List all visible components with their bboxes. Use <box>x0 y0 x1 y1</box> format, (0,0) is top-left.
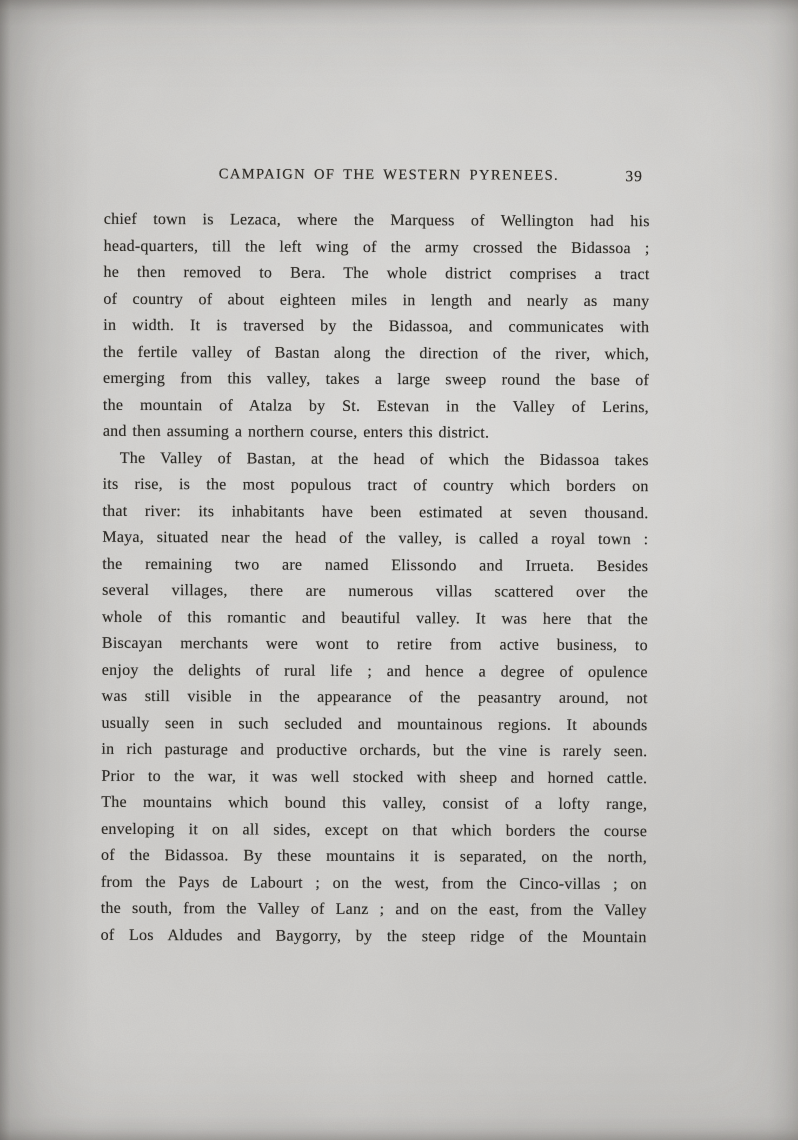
page-body <box>101 207 650 951</box>
text-line: of the Bidassoa. By these mountains it is separated, on the north, <box>100 846 648 867</box>
text-line: emerging from this valley, takes a large sweep round the base of <box>103 369 650 390</box>
text-line: he then removed to Bera. The whole district comprises a tract <box>103 263 650 284</box>
text-line: of country of about eighteen miles in length and nearly as many <box>103 290 650 310</box>
text-line: Prior to the war, it was well stocked with sheep and horned cattle. <box>101 767 648 787</box>
text-line: whole of this romantic and beautiful valley. It was here that the <box>101 608 649 628</box>
text-line: The mountains which bound this valley, consist of a lofty range, <box>101 793 648 814</box>
text-line: was still visible in the appearance of the peasantry around, not <box>101 687 648 708</box>
text-line: The Valley of Bastan, at the head of which the Bidassoa takes <box>119 449 649 469</box>
text-line: in width. It is traversed by the Bidassoa, and communicates with <box>103 316 650 337</box>
text-line: in rich pasturage and productive orchards, but the vine is rarely seen. <box>101 740 648 761</box>
text-line: its rise, is the most populous tract of country which borders on <box>102 475 649 496</box>
text-line: Maya, situated near the head of the valley, is called a royal town : <box>102 528 649 549</box>
text-line: and then assuming a northern course, enters this district. <box>102 422 490 442</box>
text-line: from the Pays de Labourt ; on the west, from the Cinco-villas ; on <box>100 873 647 893</box>
text-line: head-quarters, till the left wing of the army crossed the Bidassoa ; <box>103 237 650 257</box>
running-title: CAMPAIGN OF THE WESTERN PYRENEES. <box>218 166 560 184</box>
text-line: Biscayan merchants were wont to retire from active business, to <box>101 634 648 655</box>
text-line: that river: its inhabitants have been estimated at seven thousand. <box>102 502 649 522</box>
paragraph <box>101 445 649 951</box>
text-line: enveloping it on all sides, except on that which borders the course <box>101 820 648 840</box>
text-line: enjoy the delights of rural life ; and hence a degree of opulence <box>101 661 648 681</box>
text-line: of Los Aldudes and Baygorry, by the steep ridge of the Mountain <box>100 926 647 946</box>
text-line: the south, from the Valley of Lanz ; and on the east, from the Valley <box>100 899 647 920</box>
page-content <box>101 165 650 951</box>
text-line: the fertile valley of Bastan along the direction of the river, which, <box>103 343 650 363</box>
page-header <box>104 165 650 186</box>
paragraph <box>103 207 650 448</box>
text-line: chief town is Lezaca, where the Marquess of Wellington had his <box>103 210 650 231</box>
text-line: the remaining two are named Elissondo and Irrueta. Besides <box>102 555 649 575</box>
text-line: usually seen in such secluded and mountainous regions. It abounds <box>101 714 648 734</box>
text-line: the mountain of Atalza by St. Estevan in the Valley of Lerins, <box>102 396 649 416</box>
page-number: 39 <box>625 168 643 186</box>
text-line: several villages, there are numerous villas scattered over the <box>102 581 649 602</box>
